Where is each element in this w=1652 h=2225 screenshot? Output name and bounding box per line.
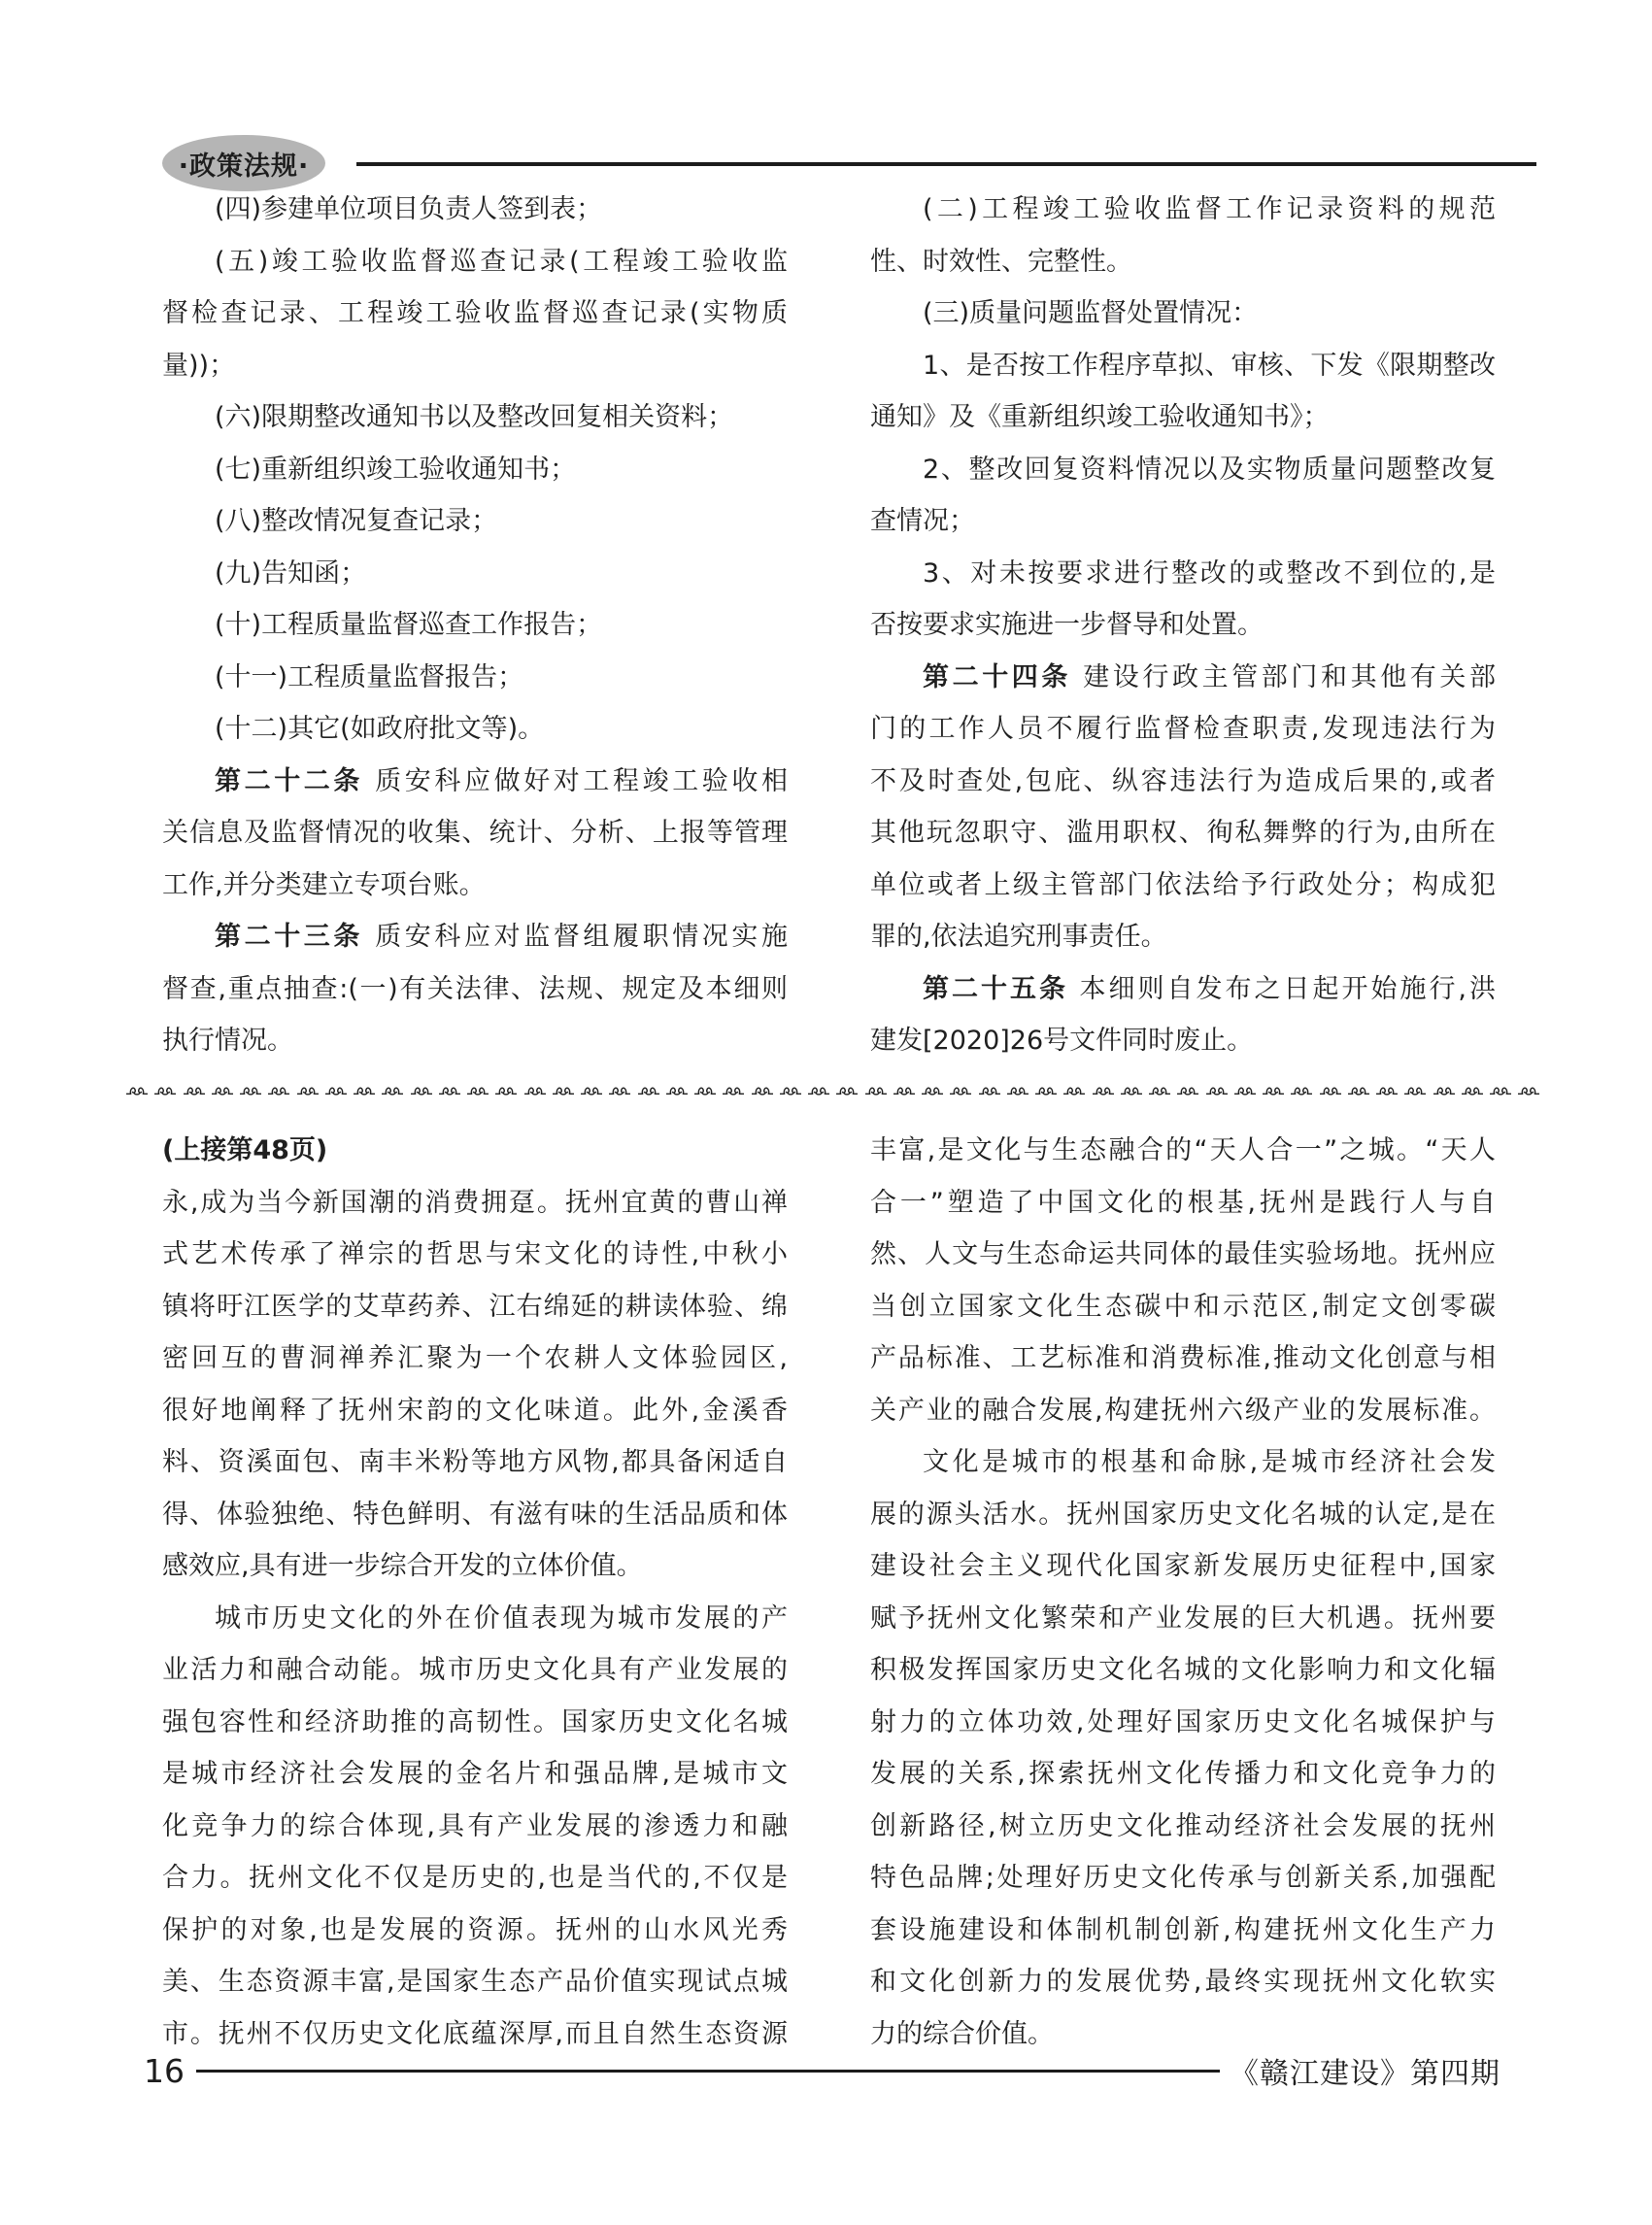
fleuron-icon: [553, 1076, 574, 1101]
fleuron-icon: [467, 1076, 489, 1101]
fleuron-icon: [836, 1076, 858, 1101]
text-line: 执行情况。: [162, 1026, 293, 1056]
fleuron-icon: [1063, 1076, 1085, 1101]
fleuron-icon: [723, 1076, 744, 1101]
text-line: 展的源头活水。抚州国家历史文化名城的认定,是在: [870, 1499, 1496, 1530]
fleuron-icon: [780, 1076, 801, 1101]
text-line: 丰富,是文化与生态融合的“天人合一”之城。“天人: [870, 1135, 1496, 1165]
text-line: 第二十三条 质安科应对监督组履职情况实施: [215, 922, 789, 952]
fleuron-icon: [325, 1076, 347, 1101]
text-line: (七)重新组织竣工验收通知书；: [215, 454, 577, 485]
text-line: 产品标准、工艺标准和消费标准,推动文化创意与相: [870, 1343, 1496, 1373]
text-line: 是城市经济社会发展的金名片和强品牌,是城市文: [162, 1759, 788, 1789]
article-column-bottom-right: [870, 1125, 1496, 2060]
text-line: 业活力和融合动能。城市历史文化具有产业发展的: [162, 1655, 788, 1685]
text-line: 式艺术传承了禅宗的哲思与宋文化的诗性,中秋小: [162, 1239, 788, 1269]
fleuron-icon: [808, 1076, 829, 1101]
text-line: 镇将旴江医学的艾草药养、江右绵延的耕读体验、绵: [162, 1291, 788, 1322]
text-line: 和文化创新力的发展优势,最终实现抚州文化软实: [870, 1967, 1496, 1997]
text-line: 城市历史文化的外在价值表现为城市发展的产: [215, 1602, 788, 1634]
fleuron-icon: [1035, 1076, 1057, 1101]
text-line: 合一”塑造了中国文化的根基,抚州是践行人与自: [870, 1187, 1496, 1218]
text-line: (四)参建单位项目负责人签到表；: [215, 194, 603, 224]
fleuron-icon: [1490, 1076, 1511, 1101]
text-line: 关信息及监督情况的收集、统计、分析、上报等管理: [162, 818, 788, 848]
text-line: 督查,重点抽查:(一)有关法律、法规、规定及本细则: [162, 973, 788, 1004]
text-line: 关产业的融合发展,构建抚州六级产业的发展标准。: [870, 1395, 1496, 1426]
text-line: 3、对未按要求进行整改的或整改不到位的,是: [923, 557, 1496, 589]
text-line: 量))；: [162, 350, 236, 381]
fleuron-icon: [495, 1076, 517, 1101]
fleuron-icon: [694, 1076, 716, 1101]
text-line: 市。抚州不仅历史文化底蕴深厚,而且自然生态资源: [162, 2018, 788, 2049]
text-line: 第二十二条 质安科应做好对工程竣工验收相: [215, 765, 789, 796]
fleuron-icon: [950, 1076, 971, 1101]
fleuron-icon: [979, 1076, 1000, 1101]
fleuron-icon: [1348, 1076, 1369, 1101]
article-column-bottom-left: [162, 1125, 788, 2060]
text-line: 门的工作人员不履行监督检查职责,发现违法行为: [870, 714, 1496, 744]
fleuron-icon: [1206, 1076, 1228, 1101]
page-footer: [144, 2047, 1500, 2094]
text-line: 第二十四条 建设行政主管部门和其他有关部: [923, 661, 1497, 692]
text-line: 建设社会主义现代化国家新发展历史征程中,国家: [870, 1551, 1496, 1581]
text-line: (二)工程竣工验收监督工作记录资料的规范: [923, 194, 1496, 224]
journal-title: 《赣江建设》第四期: [1230, 2057, 1500, 2091]
text-line: (十二)其它(如政府批文等)。: [215, 714, 545, 744]
text-line: 赋予抚州文化繁荣和产业发展的巨大机遇。抚州要: [870, 1602, 1496, 1634]
text-line: (上接第48页): [162, 1135, 328, 1165]
ornament-divider: [126, 1072, 1540, 1105]
fleuron-icon: [1234, 1076, 1256, 1101]
text-line: (九)告知函；: [215, 557, 367, 589]
text-line: (八)整改情况复查记录；: [215, 506, 498, 536]
fleuron-icon: [1149, 1076, 1170, 1101]
footer-rule: [196, 2070, 1220, 2073]
text-line: 第二十五条 本细则自发布之日起开始施行,洪: [923, 973, 1497, 1004]
text-line: 密回互的曹洞禅养汇聚为一个农耕人文体验园区,: [162, 1343, 788, 1373]
text-line: 罪的,依法追究刑事责任。: [870, 922, 1167, 952]
text-line: 套设施建设和体制机制创新,构建抚州文化生产力: [870, 1914, 1496, 1945]
text-line: 射力的立体功效,处理好国家历史文化名城保护与: [870, 1706, 1496, 1737]
fleuron-icon: [184, 1076, 205, 1101]
fleuron-icon: [439, 1076, 460, 1101]
text-line: 得、体验独绝、特色鲜明、有滋有味的生活品质和体: [162, 1499, 788, 1530]
text-line: 力的综合价值。: [870, 2018, 1054, 2049]
fleuron-icon: [126, 1076, 148, 1101]
text-line: 积极发挥国家历史文化名城的文化影响力和文化辐: [870, 1655, 1496, 1685]
page-number: 16: [144, 2051, 185, 2090]
fleuron-icon: [893, 1076, 915, 1101]
fleuron-icon: [1518, 1076, 1539, 1101]
fleuron-icon: [1291, 1076, 1312, 1101]
text-line: 其他玩忽职守、滥用职权、徇私舞弊的行为,由所在: [870, 818, 1496, 848]
fleuron-icon: [1007, 1076, 1028, 1101]
text-line: (三)质量问题监督处置情况：: [923, 298, 1259, 328]
text-line: 否按要求实施进一步督导和处置。: [870, 610, 1264, 640]
article-column-top-right: [870, 184, 1496, 1067]
text-line: 工作,并分类建立专项台账。: [162, 869, 486, 900]
fleuron-icon: [1404, 1076, 1426, 1101]
text-line: 当创立国家文化生态碳中和示范区,制定文创零碳: [870, 1291, 1496, 1322]
text-line: 合力。抚州文化不仅是历史的,也是当代的,不仅是: [162, 1863, 788, 1893]
text-line: 永,成为当今新国潮的消费拥趸。抚州宜黄的曹山禅: [162, 1187, 788, 1218]
fleuron-icon: [865, 1076, 887, 1101]
fleuron-icon: [240, 1076, 261, 1101]
text-line: 特色品牌;处理好历史文化传承与创新关系,加强配: [870, 1863, 1496, 1893]
fleuron-icon: [1121, 1076, 1142, 1101]
section-badge: ·政策法规·: [162, 135, 325, 191]
text-line: 料、资溪面包、南丰米粉等地方风物,都具备闲适自: [162, 1447, 788, 1477]
text-line: 2、整改回复资料情况以及实物质量问题整改复: [923, 454, 1496, 485]
text-line: (十)工程质量监督巡查工作报告；: [215, 610, 603, 640]
fleuron-icon: [922, 1076, 943, 1101]
text-line: 化竞争力的综合体现,具有产业发展的渗透力和融: [162, 1810, 788, 1841]
fleuron-icon: [752, 1076, 773, 1101]
text-line: 很好地阐释了抚州宋韵的文化味道。此外,金溪香: [162, 1395, 788, 1426]
fleuron-icon: [1177, 1076, 1198, 1101]
fleuron-icon: [524, 1076, 546, 1101]
text-line: (十一)工程质量监督报告；: [215, 661, 524, 692]
fleuron-icon: [638, 1076, 659, 1101]
text-line: 1、是否按工作程序草拟、审核、下发《限期整改: [923, 350, 1496, 381]
fleuron-icon: [411, 1076, 432, 1101]
text-line: 创新路径,树立历史文化推动经济社会发展的抚州: [870, 1810, 1496, 1841]
header-rule: [356, 162, 1536, 166]
fleuron-icon: [1462, 1076, 1483, 1101]
fleuron-icon: [1263, 1076, 1284, 1101]
text-line: 不及时查处,包庇、纵容违法行为造成后果的,或者: [870, 765, 1496, 796]
text-line: 建发[2020]26号文件同时废止。: [870, 1026, 1254, 1056]
fleuron-icon: [297, 1076, 319, 1101]
fleuron-icon: [382, 1076, 403, 1101]
fleuron-icon: [154, 1076, 176, 1101]
text-line: 感效应,具有进一步综合开发的立体价值。: [162, 1551, 643, 1581]
text-line: 通知》及《重新组织竣工验收通知书》；: [870, 402, 1330, 432]
text-line: 查情况；: [870, 506, 975, 536]
fleuron-icon: [581, 1076, 602, 1101]
fleuron-icon: [354, 1076, 375, 1101]
text-line: 文化是城市的根基和命脉,是城市经济社会发: [923, 1447, 1496, 1477]
fleuron-icon: [268, 1076, 289, 1101]
text-line: (六)限期整改通知书以及整改回复相关资料；: [215, 402, 734, 432]
fleuron-icon: [1320, 1076, 1341, 1101]
fleuron-icon: [666, 1076, 688, 1101]
text-line: 单位或者上级主管部门依法给予行政处分；构成犯: [870, 869, 1496, 900]
text-line: 美、生态资源丰富,是国家生态产品价值实现试点城: [162, 1967, 788, 1997]
fleuron-icon: [212, 1076, 233, 1101]
text-line: 督检查记录、工程竣工验收监督巡查记录(实物质: [162, 298, 788, 328]
text-line: 性、时效性、完整性。: [870, 246, 1132, 277]
fleuron-icon: [1376, 1076, 1398, 1101]
text-line: 保护的对象,也是发展的资源。抚州的山水风光秀: [162, 1914, 788, 1945]
fleuron-icon: [1093, 1076, 1114, 1101]
fleuron-icon: [609, 1076, 630, 1101]
article-column-top-left: [162, 184, 788, 1067]
text-line: (五)竣工验收监督巡查记录(工程竣工验收监: [215, 246, 788, 277]
text-line: 然、人文与生态命运共同体的最佳实验场地。抚州应: [870, 1239, 1496, 1269]
text-line: 强包容性和经济助推的高韧性。国家历史文化名城: [162, 1706, 788, 1737]
fleuron-icon: [1433, 1076, 1455, 1101]
text-line: 发展的关系,探索抚州文化传播力和文化竞争力的: [870, 1759, 1496, 1789]
